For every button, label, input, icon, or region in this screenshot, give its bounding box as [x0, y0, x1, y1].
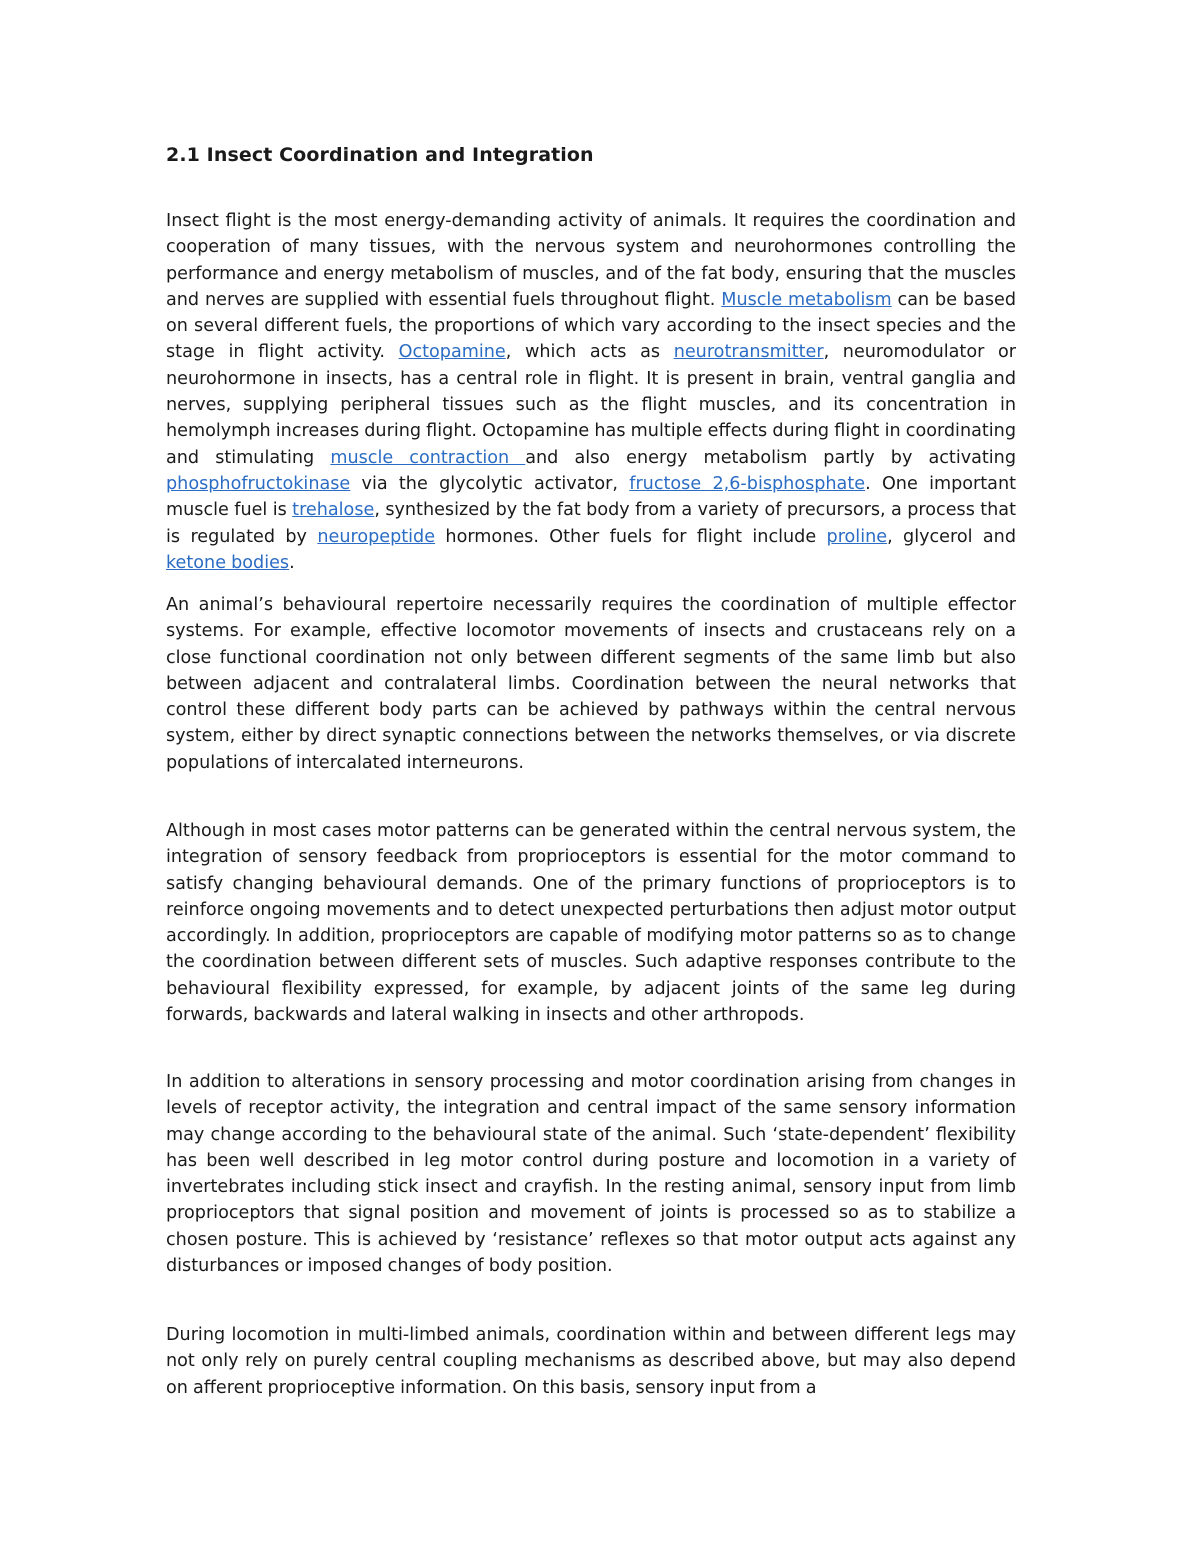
paragraph-behavioural-repertoire: An animal’s behavioural repertoire necessarily requires the coordination of multiple effector systems. For example, effective locomotor movements of insects and crustaceans rely on a close functional coordination not only between different segments of the same limb but also between adjacent and contralateral limbs. Coordination between the neural networks that control these different body parts can be achieved by pathways within the central nervous system, either by direct synaptic connections between the networks themselves, or via discrete populations of intercalated interneurons. — [166, 595, 1016, 773]
text-run: . — [289, 552, 295, 573]
section-heading: 2.1 Insect Coordination and Integration — [166, 144, 594, 166]
text-run: , synthesized by the fat body from a variety of precursors, a process that is regulated by — [166, 500, 1016, 547]
link-octopamine[interactable]: Octopamine — [398, 342, 506, 363]
link-trehalose[interactable]: trehalose — [292, 500, 375, 521]
link-proline[interactable]: proline — [826, 526, 888, 547]
link-neurotransmitter[interactable]: neurotransmitter — [673, 342, 824, 363]
text-run: , neuromodulator or neurohormone in insects, has a central role in flight. It is present in brain, ventral ganglia and nerves, supplying peripheral tissues such as the flight muscles, and its concentration in hemolymph increases during flight. Octopamine has multiple effects during flight in coordinating and stimulating — [166, 342, 1016, 468]
text-run: hormones. Other fuels for flight include — [435, 526, 827, 547]
text-run: and also energy metabolism partly by activating — [525, 447, 1017, 468]
paragraph-motor-patterns: Although in most cases motor patterns can be generated within the central nervous system, the integration of sensory feedback from proprioceptors is essential for the motor command to satisfy changing behavioural demands. One of the primary functions of proprioceptors is to reinforce ongoing movements and to detect unexpected perturbations then adjust motor output accordingly. In addition, proprioceptors are capable of modifying motor patterns so as to change the coordination between different sets of muscles. Such adaptive responses contribute to the behavioural flexibility expressed, for example, by adjacent joints of the same leg during forwards, backwards and lateral walking in insects and other arthropods. — [166, 821, 1016, 1026]
link-fructose-bisphosphate[interactable]: fructose 2,6-bisphosphate — [629, 473, 866, 494]
link-ketone-bodies[interactable]: ketone bodies — [166, 552, 290, 573]
paragraph-locomotion: During locomotion in multi-limbed animals, coordination within and between different legs may not only rely on purely central coupling mechanisms as described above, but may also depend on afferent proprioceptive information. On this basis, sensory input from a — [166, 1325, 1016, 1398]
text-run: , which acts as — [505, 342, 674, 363]
text-run: Insect flight is the most energy-demanding activity of animals. It requires the coordination and cooperation of many tissues, with the nervous system and neurohormones controlling the performance and energy metabolism of muscles, and of the fat body, ensuring that the muscles and nerves are supplied with essential fuels throughout flight. — [166, 211, 1016, 310]
link-muscle-metabolism[interactable]: Muscle metabolism — [721, 289, 892, 310]
paragraph-state-dependent: In addition to alterations in sensory processing and motor coordination arising from changes in levels of receptor activity, the integration and central impact of the same sensory information may change according to the behavioural state of the animal. Such ‘state-dependent’ flexibility has been well described in leg motor control during posture and locomotion in a variety of invertebrates including stick insect and crayfish. In the resting animal, sensory input from limb proprioceptors that signal position and movement of joints is processed so as to stabilize a chosen posture. This is achieved by ‘resistance’ reflexes so that motor output acts against any disturbances or imposed changes of body position. — [166, 1072, 1016, 1277]
text-run: can be based on several different fuels, the proportions of which vary according to the insect species and the stage in flight activity. — [166, 289, 1016, 363]
text-run: . One important muscle fuel is — [166, 473, 1016, 521]
link-phosphofructokinase[interactable]: phosphofructokinase — [166, 473, 351, 494]
text-run: , glycerol and — [887, 526, 1016, 547]
text-run: via the glycolytic activator, — [350, 473, 630, 494]
link-muscle-contraction[interactable]: muscle contraction — [330, 447, 526, 468]
paragraph-insect-flight — [166, 208, 1016, 576]
link-neuropeptide[interactable]: neuropeptide — [317, 526, 436, 547]
